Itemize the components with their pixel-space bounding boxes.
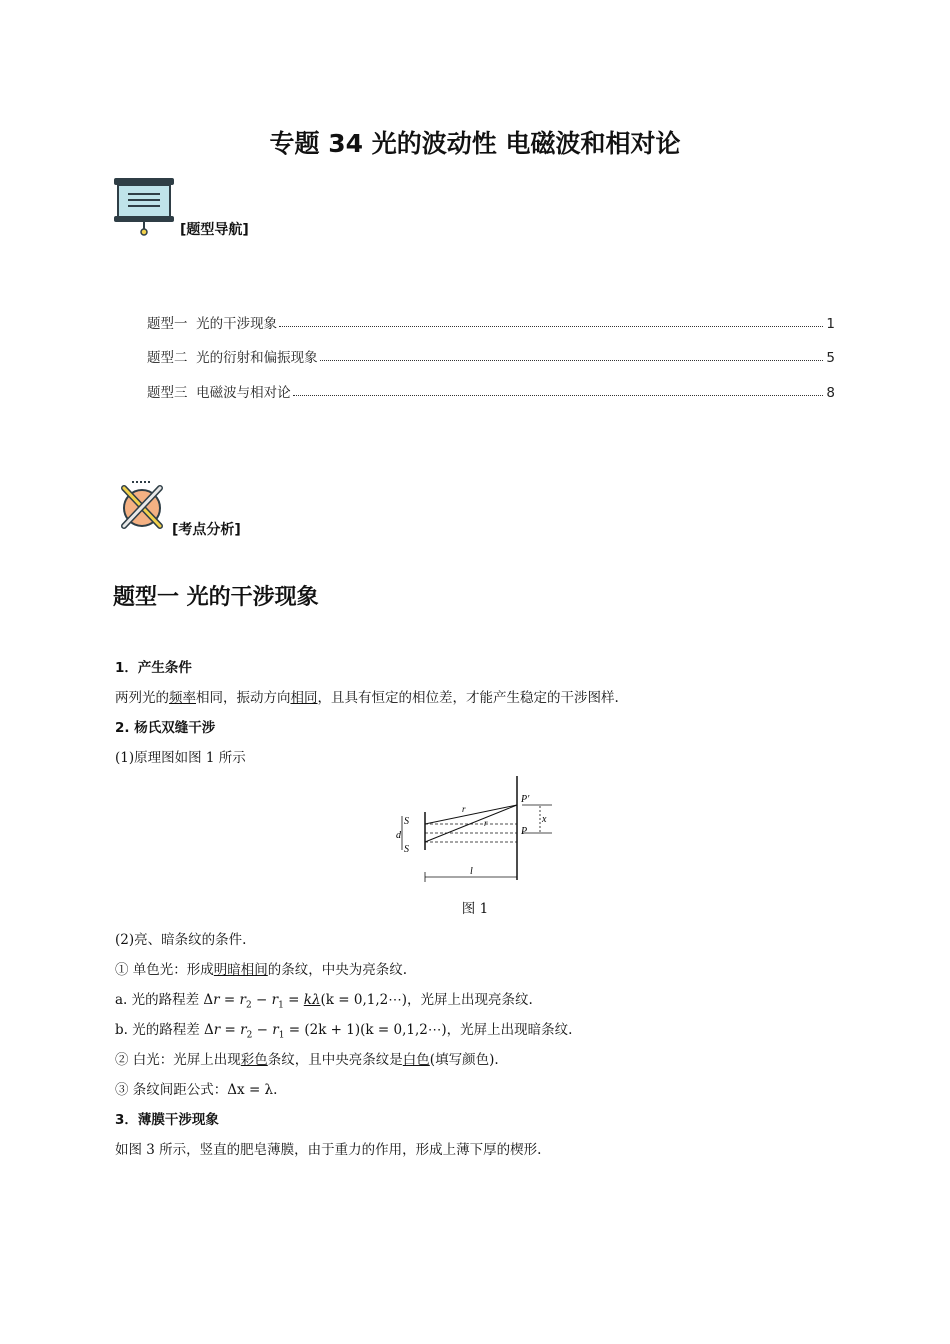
paragraph-monochromatic: ① 单色光：形成明暗相间的条纹，中央为亮条纹.	[115, 962, 408, 978]
double-slit-diagram	[392, 772, 556, 884]
paragraph-conditions: 两列光的频率相同，振动方向相同，且具有恒定的相位差，才能产生稳定的干涉图样.	[115, 690, 619, 706]
toc-entry-label: 题型二 光的衍射和偏振现象	[147, 350, 318, 366]
toc-entry[interactable]	[147, 310, 835, 332]
label-r2: r	[484, 818, 488, 828]
toc-leader	[279, 326, 823, 327]
blank-answer: 频率	[169, 690, 196, 706]
label-p-prime: P′	[521, 794, 530, 805]
presentation-board-icon	[112, 176, 176, 236]
toc-entry[interactable]	[147, 344, 835, 366]
label-s1: S	[404, 816, 409, 827]
toc-entry-page: 5	[826, 350, 835, 366]
toc-entry[interactable]	[147, 379, 835, 401]
toc-entry-page: 8	[826, 385, 835, 401]
blank-answer: kλ	[303, 992, 321, 1008]
paragraph-principle: (1)原理图如图 1 所示	[115, 750, 246, 766]
toc-entry-label: 题型一 光的干涉现象	[147, 316, 278, 332]
label-l: l	[470, 866, 473, 877]
crossed-pencils-icon	[116, 480, 168, 532]
blank-answer: 彩色	[240, 1052, 268, 1068]
label-d: d	[396, 830, 401, 841]
blank-answer: 相同	[290, 690, 318, 706]
blank-answer: 明暗相间	[213, 962, 268, 978]
label-x: x	[542, 814, 547, 825]
label-s2: S	[404, 844, 409, 855]
figure-caption: 图 1	[461, 901, 489, 917]
paragraph-thin-film: 如图 3 所示，竖直的肥皂薄膜，由于重力的作用，形成上薄下厚的楔形.	[115, 1142, 542, 1158]
subheading-conditions: 1．产生条件	[115, 660, 192, 676]
paragraph-white-light: ② 白光：光屏上出现彩色条纹，且中央亮条纹是白色(填写颜色).	[115, 1052, 499, 1068]
label-r1: r	[462, 804, 466, 814]
blank-answer: 白色	[402, 1052, 430, 1068]
subheading-young: 2. 杨氏双缝干涉	[115, 720, 216, 736]
toc-entry-page: 1	[826, 316, 835, 332]
page-title: 专题 34 光的波动性 电磁波和相对论	[269, 129, 681, 158]
analysis-label: [考点分析]	[172, 522, 241, 538]
toc-leader	[293, 395, 823, 396]
paragraph-dark-condition: b. 光的路程差 $\Delta r = r_2 - r_1 = (2k + 1)(k$ = 0,1,2⋯)，光屏上出现暗条纹.	[115, 1022, 573, 1041]
toc-entry-label: 题型三 电磁波与相对论	[147, 385, 291, 401]
section-heading: 题型一 光的干涉现象	[113, 585, 319, 610]
paragraph-fringe-spacing: ③ 条纹间距公式：Δx = λ.	[115, 1082, 278, 1098]
paragraph-bright-condition: a. 光的路程差 $\Delta r = r_2 - r_1 = k\lambda(k$ = 0,1,2⋯)，光屏上出现亮条纹.	[115, 992, 533, 1011]
nav-label: [题型导航]	[180, 222, 249, 238]
subheading-thin-film: 3．薄膜干涉现象	[115, 1112, 219, 1128]
paragraph-conditions-bright-dark: (2)亮、暗条纹的条件.	[115, 932, 247, 948]
toc-leader	[320, 360, 823, 361]
label-p: P	[521, 826, 528, 837]
